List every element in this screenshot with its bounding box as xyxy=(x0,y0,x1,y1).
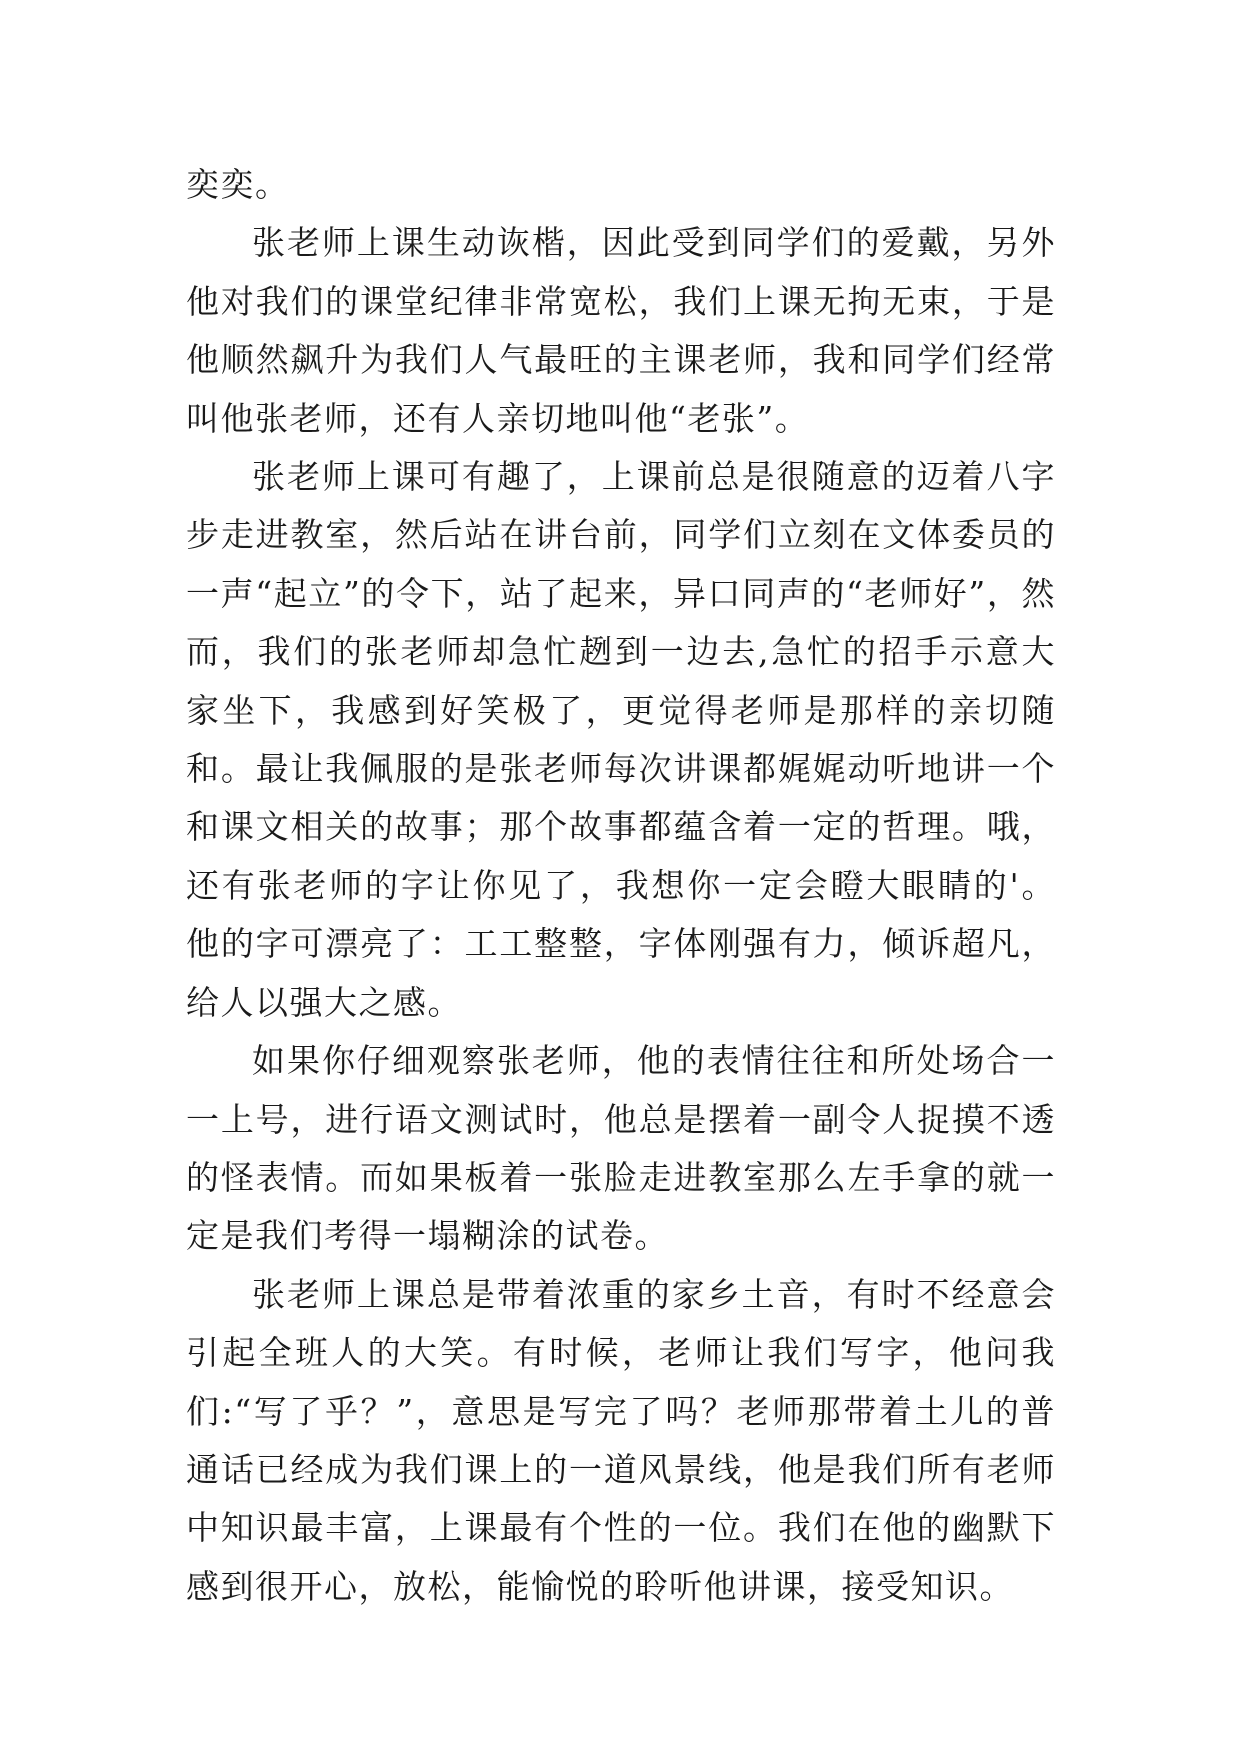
paragraph-5: 张老师上课总是带着浓重的家乡土音，有时不经意会引起全班人的大笑。有时候，老师让我们写字，他问我们:“写了乎？”，意思是写完了吗？老师那带着土儿的普通话已经成为我们课上的一道风景线，他是我们所有老师中知识最丰富，上课最有个性的一位。我们在他的幽默下感到很开心，放松，能愉悦的聆听他讲课，接受知识。 xyxy=(186,1274,1056,1606)
paragraph-4: 如果你仔细观察张老师，他的表情往往和所处场合一一上号，进行语文测试时，他总是摆着一副令人捉摸不透的怪表情。而如果板着一张脸走进教室那么左手拿的就一定是我们考得一塌糊涂的试卷。 xyxy=(186,1041,1056,1256)
essay-body xyxy=(186,156,1056,1616)
paragraph-1: 奕奕。 xyxy=(186,165,290,204)
paragraph-2: 张老师上课生动诙楷，因此受到同学们的爱戴，另外他对我们的课堂纪律非常宽松，我们上课无拘无束，于是他顺然飙升为我们人气最旺的主课老师，我和同学们经常叫他张老师，还有人亲切地叫他“老张”。 xyxy=(186,223,1056,438)
paragraph-3: 张老师上课可有趣了，上课前总是很随意的迈着八字步走进教室，然后站在讲台前，同学们立刻在文体委员的一声“起立”的令下，站了起来，异口同声的“老师好”，然而，我们的张老师却急忙趔到一边去,急忙的招手示意大家坐下，我感到好笑极了，更觉得老师是那样的亲切随和。最让我佩服的是张老师每次讲课都娓娓动听地讲一个和课文相关的故事；那个故事都蕴含着一定的哲理。哦，还有张老师的字让你见了，我想你一定会瞪大眼睛的'。他的字可漂亮了：工工整整，字体刚强有力，倾诉超凡，给人以强大之感。 xyxy=(186,457,1056,1022)
